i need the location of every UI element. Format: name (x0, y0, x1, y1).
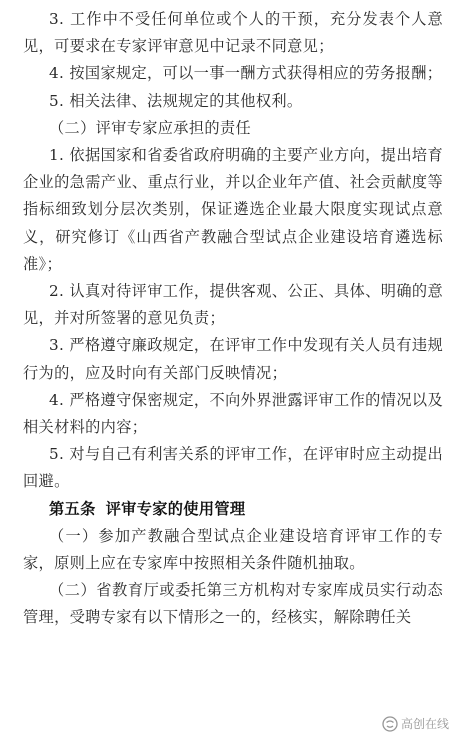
wechat-channel-icon (382, 716, 398, 732)
paragraph-usage-1: （一）参加产教融合型试点企业建设培育评审工作的专家，原则上应在专家库中按照相关条件随机抽取。 (23, 526, 443, 573)
paragraph-duty-2: 2. 认真对待评审工作，提供客观、公正、具体、明确的意见，并对所签署的意见负责； (23, 282, 443, 328)
paragraph-usage-2: （二）省教育厅或委托第三方机构对专家库成员实行动态管理，受聘专家有以下情形之一的，经核实，解除聘任关 (23, 581, 443, 627)
paragraph-duty-4: 4. 严格遵守保密规定，不向外界泄露评审工作的情况以及相关材料的内容； (23, 390, 443, 437)
paragraph-duty-3: 3. 严格遵守廉政规定，在评审工作中发现有关人员有违规行为的，应及时向有关部门反映情况； (23, 336, 443, 382)
paragraph-right-4: 4. 按国家规定，可以一事一酬方式获得相应的劳务报酬； (49, 64, 443, 83)
paragraph-duty-5: 5. 对与自己有利害关系的评审工作，在评审时应主动提出回避。 (23, 445, 443, 491)
watermark-text: 高创在线 (400, 717, 449, 731)
article-title: 评审专家的使用管理 (105, 499, 246, 518)
subheading-responsibilities: （二）评审专家应承担的责任 (49, 118, 251, 137)
paragraph-right-5: 5. 相关法律、法规规定的其他权利。 (49, 91, 303, 110)
article-number: 第五条 (49, 499, 96, 518)
paragraph-duty-1: 1. 依据国家和省委省政府明确的主要产业方向，提出培育企业的急需产业、重点行业，并以企业年产值、社会贡献度等指标细致划分层次类别，保证遴选企业最大限度实现试点意义，研究修订《山西省产教融合型试点企业建设培育遴选标准》； (23, 146, 443, 273)
watermark (382, 715, 449, 732)
paragraph-right-3: 3. 工作中不受任何单位或个人的干预，充分发表个人意见，可要求在专家评审意见中记录不同意见； (23, 10, 443, 56)
article-heading (23, 496, 443, 523)
